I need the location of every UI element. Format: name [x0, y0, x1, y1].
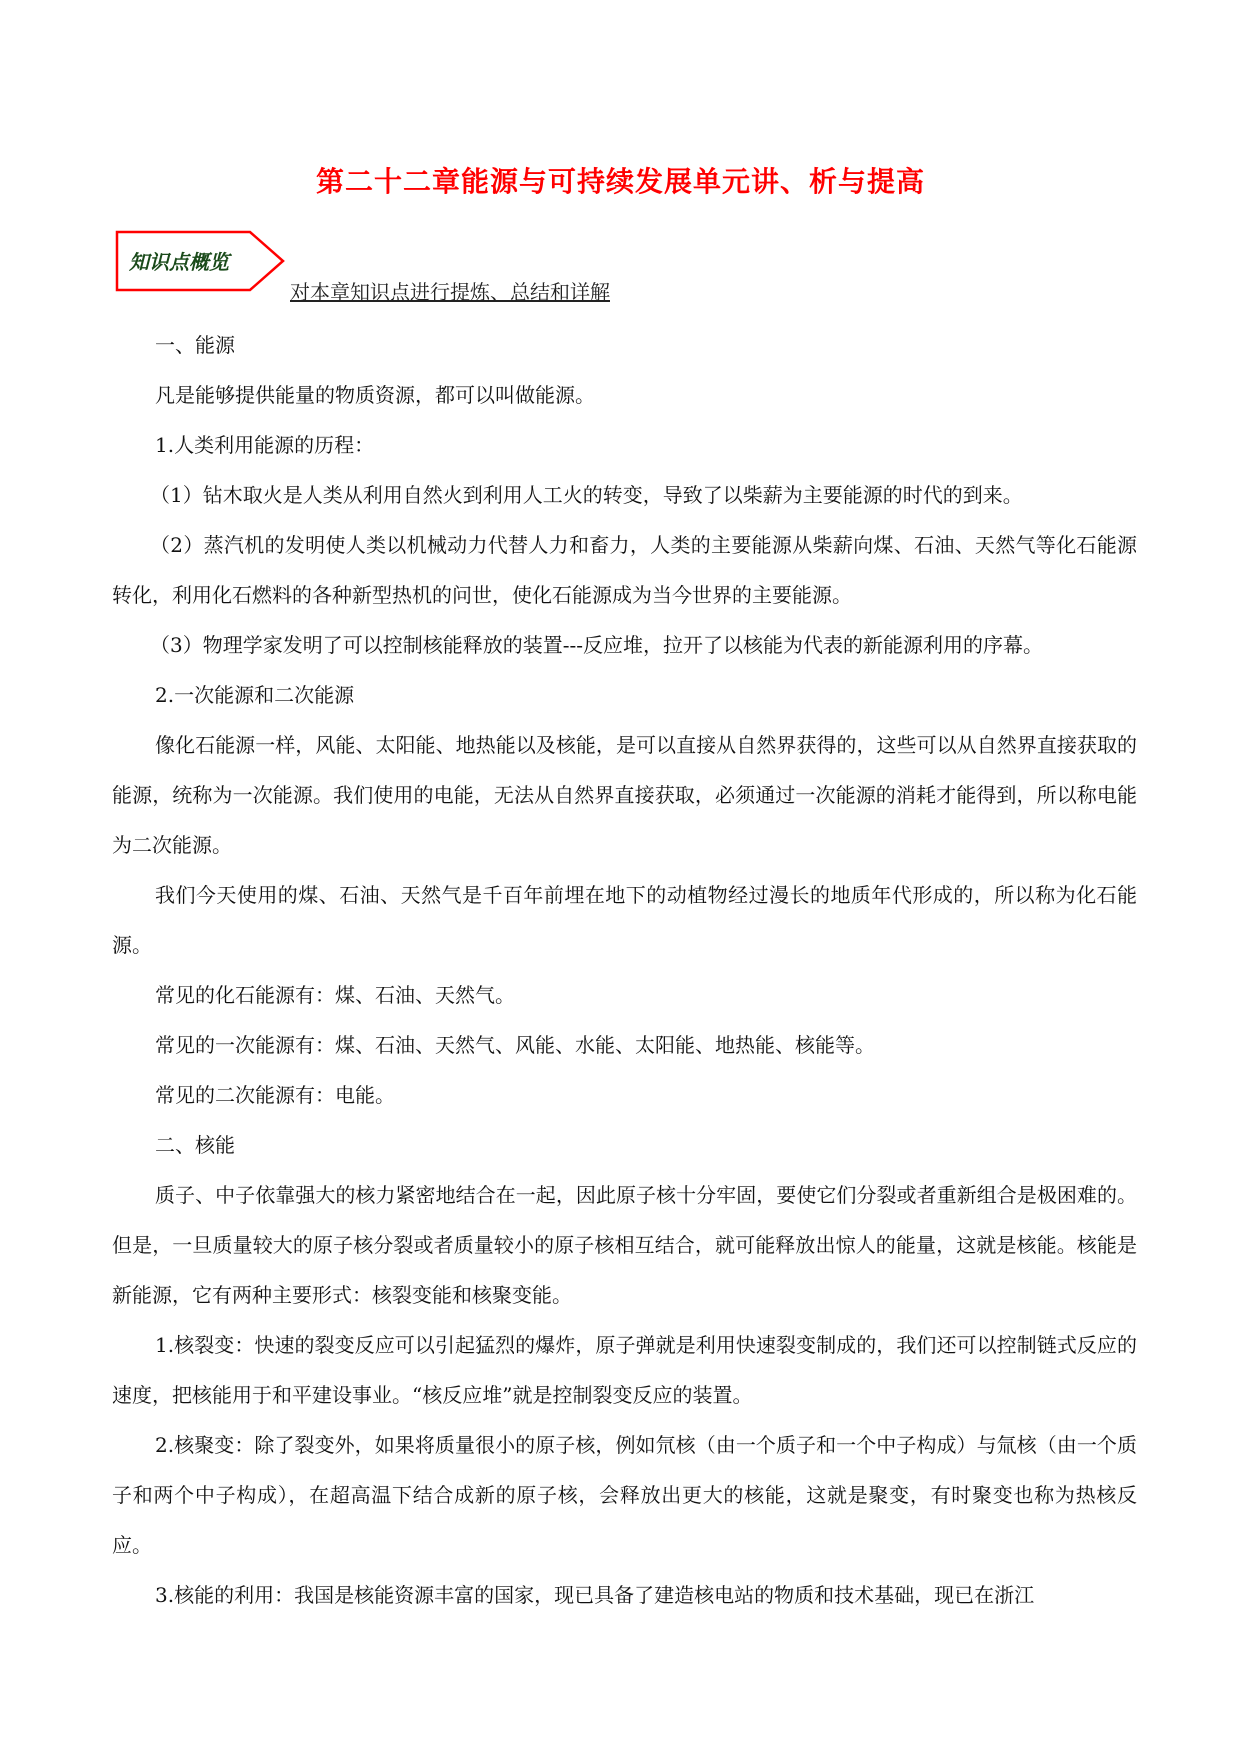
paragraph: （3）物理学家发明了可以控制核能释放的装置---反应堆，拉开了以核能为代表的新能源利用的序幕。	[150, 633, 1043, 657]
paragraph: 常见的一次能源有：煤、石油、天然气、风能、水能、太阳能、地热能、核能等。	[155, 1033, 875, 1057]
paragraph: 2.核聚变：除了裂变外，如果将质量很小的原子核，例如氘核（由一个质子和一个中子构成）与氚核（由一个质子和两个中子构成），在超高温下结合成新的原子核，会释放出更大的核能，这就是聚变，有时聚变也称为热核反应。	[112, 1433, 1137, 1557]
paragraph: 常见的化石能源有：煤、石油、天然气。	[155, 983, 515, 1007]
paragraph: 像化石能源一样，风能、太阳能、地热能以及核能，是可以直接从自然界获得的，这些可以从自然界直接获取的能源，统称为一次能源。我们使用的电能，无法从自然界直接获取，必须通过一次能源的消耗才能得到，所以称电能为二次能源。	[112, 733, 1137, 857]
paragraph: 3.核能的利用：我国是核能资源丰富的国家，现已具备了建造核电站的物质和技术基础，现已在浙江	[155, 1583, 1035, 1607]
paragraph: 1.核裂变：快速的裂变反应可以引起猛烈的爆炸，原子弹就是利用快速裂变制成的，我们还可以控制链式反应的速度，把核能用于和平建设事业。“核反应堆”就是控制裂变反应的装置。	[112, 1333, 1137, 1407]
document-body	[112, 320, 1137, 1620]
heading-energy: 一、能源	[155, 333, 235, 357]
page-title: 第二十二章能源与可持续发展单元讲、析与提高	[315, 165, 925, 198]
subheading-history: 1.人类利用能源的历程：	[155, 433, 375, 457]
heading-nuclear: 二、核能	[155, 1133, 235, 1157]
section-badge	[115, 230, 285, 292]
paragraph: 常见的二次能源有：电能。	[155, 1083, 395, 1107]
paragraph: 我们今天使用的煤、石油、天然气是千百年前埋在地下的动植物经过漫长的地质年代形成的，所以称为化石能源。	[112, 883, 1137, 957]
badge-label: 知识点概览	[129, 250, 229, 274]
paragraph: 凡是能够提供能量的物质资源，都可以叫做能源。	[155, 383, 595, 407]
paragraph: （1）钻木取火是人类从利用自然火到利用人工火的转变，导致了以柴薪为主要能源的时代的到来。	[150, 483, 1023, 507]
subheading-primary-secondary: 2.一次能源和二次能源	[155, 683, 355, 707]
paragraph: 质子、中子依靠强大的核力紧密地结合在一起，因此原子核十分牢固，要使它们分裂或者重新组合是极困难的。但是，一旦质量较大的原子核分裂或者质量较小的原子核相互结合，就可能释放出惊人的能量，这就是核能。核能是新能源，它有两种主要形式：核裂变能和核聚变能。	[112, 1183, 1137, 1307]
paragraph: （2）蒸汽机的发明使人类以机械动力代替人力和畜力，人类的主要能源从柴薪向煤、石油、天然气等化石能源转化，利用化石燃料的各种新型热机的问世，使化石能源成为当今世界的主要能源。	[112, 533, 1137, 607]
section-subtitle: 对本章知识点进行提炼、总结和详解	[290, 280, 610, 304]
